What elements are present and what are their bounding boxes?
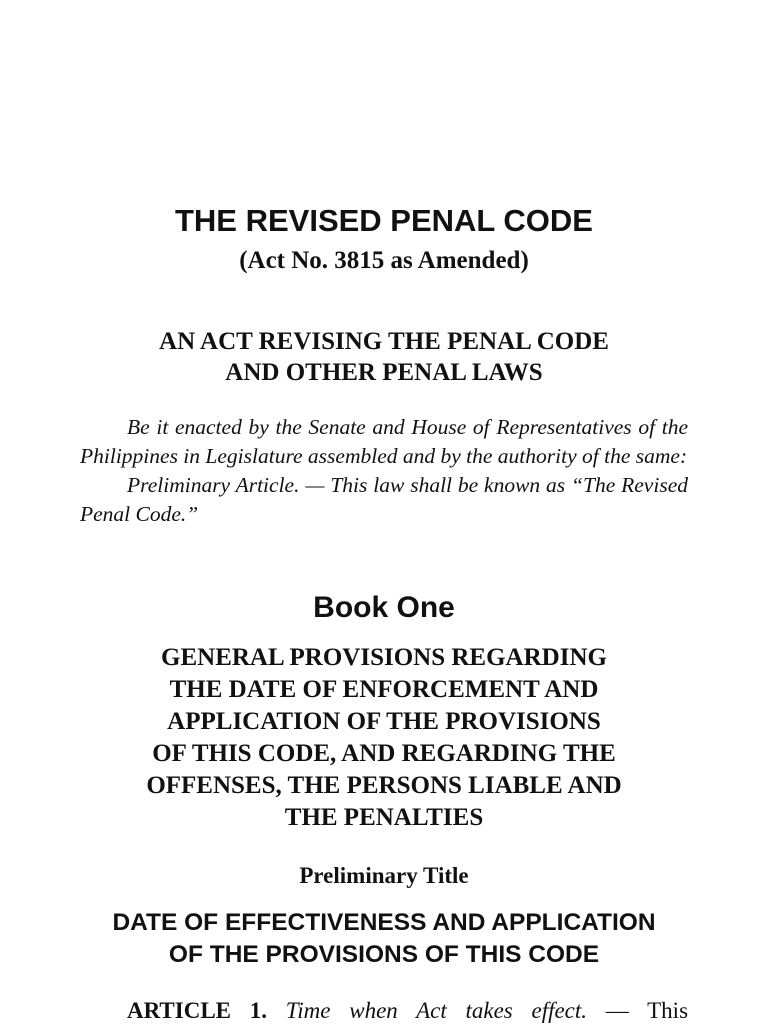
date-heading-line: DATE OF EFFECTIVENESS AND APPLICATION: [112, 909, 656, 936]
book-heading-line: THE DATE OF ENFORCEMENT AND: [169, 676, 599, 703]
act-heading-line: AN ACT REVISING THE PENAL CODE: [159, 328, 609, 355]
date-heading: [70, 907, 698, 971]
book-heading: [80, 642, 688, 834]
book-heading-line: OFFENSES, THE PERSONS LIABLE AND: [146, 772, 622, 799]
date-heading-line: OF THE PROVISIONS OF THIS CODE: [168, 941, 600, 968]
act-heading: [80, 326, 688, 388]
document-subtitle: (Act No. 3815 as Amended): [239, 247, 529, 274]
article-number: ARTICLE 1.: [127, 998, 267, 1023]
book-heading-line: THE PENALTIES: [284, 804, 484, 831]
enacting-clause: Be it enacted by the Senate and House of Representatives of the Philippines in Legislature assembled and by the authority of the same:: [80, 415, 688, 468]
document-page: [80, 0, 688, 1024]
act-heading-line: AND OTHER PENAL LAWS: [225, 359, 543, 386]
article-caption: Time when Act takes effect.: [285, 998, 588, 1023]
document-title: THE REVISED PENAL CODE: [174, 203, 593, 238]
enacting-section: [80, 413, 688, 529]
book-heading-line: OF THIS CODE, AND REGARDING THE: [152, 740, 616, 767]
preliminary-article: Preliminary Article. — This law shall be known as “The Revised Penal Code.”: [80, 473, 688, 526]
book-heading-line: APPLICATION OF THE PROVISIONS: [167, 708, 601, 735]
article-text: — This: [605, 998, 689, 1023]
article-1: [80, 995, 688, 1027]
book-heading-line: GENERAL PROVISIONS REGARDING: [161, 644, 607, 671]
book-title: Book One: [313, 591, 455, 624]
preliminary-title: Preliminary Title: [299, 863, 469, 888]
